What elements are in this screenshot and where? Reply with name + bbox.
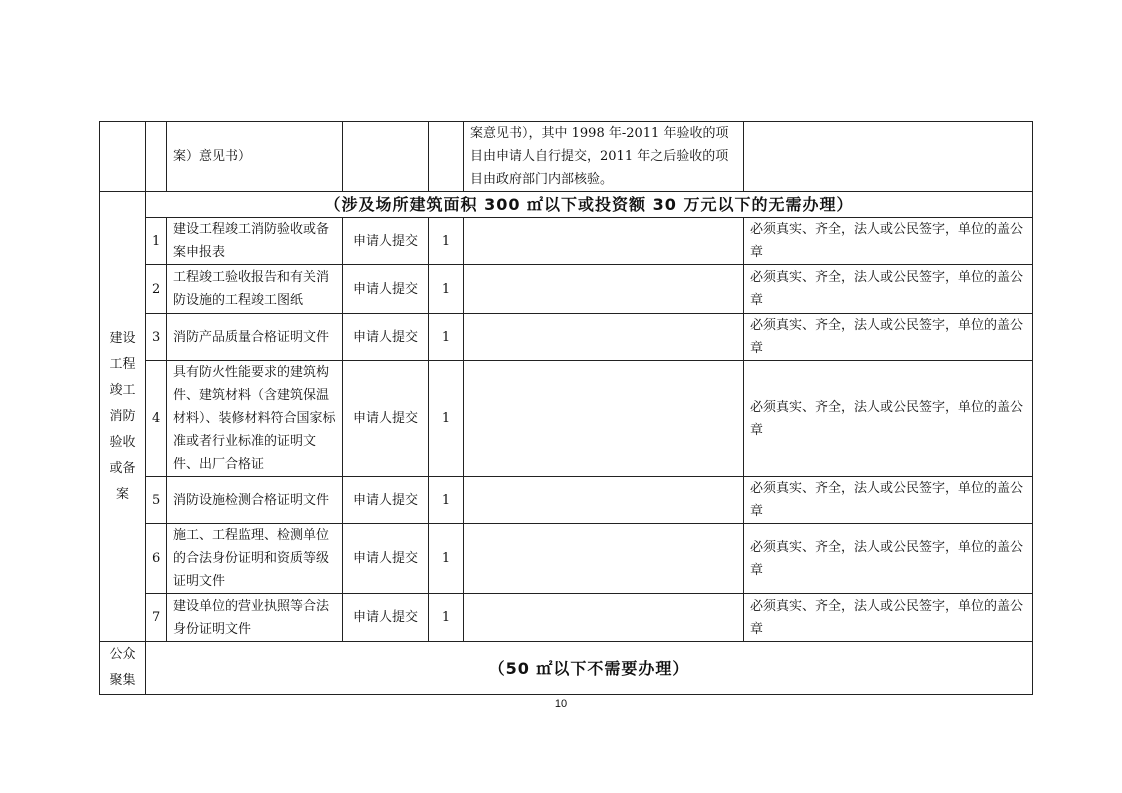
count-cell-continued [429, 122, 464, 192]
table-row [100, 265, 1033, 314]
item-count: 1 [429, 477, 464, 524]
item-requirement: 必须真实、齐全，法人或公民签字，单位的盖公章 [744, 594, 1033, 642]
item-submit: 申请人提交 [343, 477, 429, 524]
item-submit: 申请人提交 [343, 524, 429, 594]
item-requirement: 必须真实、齐全，法人或公民签字，单位的盖公章 [744, 361, 1033, 477]
number-cell-continued [146, 122, 167, 192]
item-requirement: 必须真实、齐全，法人或公民签字，单位的盖公章 [744, 477, 1033, 524]
item-submit: 申请人提交 [343, 265, 429, 314]
item-remark [464, 265, 744, 314]
item-count: 1 [429, 361, 464, 477]
item-remark [464, 594, 744, 642]
table-row [100, 477, 1033, 524]
page-number: 10 [554, 698, 568, 710]
submit-cell-continued [343, 122, 429, 192]
item-requirement: 必须真实、齐全，法人或公民签字，单位的盖公章 [744, 265, 1033, 314]
item-number: 2 [146, 265, 167, 314]
item-remark [464, 314, 744, 361]
item-requirement: 必须真实、齐全，法人或公民签字，单位的盖公章 [744, 524, 1033, 594]
remark-cell-continued: 案意见书），其中 1998 年-2011 年验收的项目由申请人自行提交，2011 年之后验收的项目由政府部门内部核验。 [464, 122, 744, 192]
item-remark [464, 524, 744, 594]
category-label-cell [100, 192, 146, 642]
table-row [100, 361, 1033, 477]
item-number: 7 [146, 594, 167, 642]
section-banner: （涉及场所建筑面积 300 ㎡以下或投资额 30 万元以下的无需办理） [146, 192, 1033, 218]
item-remark [464, 477, 744, 524]
table-row [100, 314, 1033, 361]
section-banner-row [100, 192, 1033, 218]
category-label: 建设工程竣工消防验收或备案 [109, 330, 136, 502]
category-label: 公众聚集 [109, 647, 136, 688]
item-material: 施工、工程监理、检测单位的合法身份证明和资质等级证明文件 [167, 524, 343, 594]
section-banner-row [100, 642, 1033, 695]
item-requirement: 必须真实、齐全，法人或公民签字，单位的盖公章 [744, 218, 1033, 265]
item-submit: 申请人提交 [343, 314, 429, 361]
table-row [100, 594, 1033, 642]
table-row-continued [100, 122, 1033, 192]
category-cell-continued [100, 122, 146, 192]
table-row [100, 218, 1033, 265]
item-submit: 申请人提交 [343, 361, 429, 477]
item-submit: 申请人提交 [343, 594, 429, 642]
item-material: 建设单位的营业执照等合法身份证明文件 [167, 594, 343, 642]
item-count: 1 [429, 265, 464, 314]
item-material: 消防设施检测合格证明文件 [167, 477, 343, 524]
item-number: 1 [146, 218, 167, 265]
item-number: 5 [146, 477, 167, 524]
item-count: 1 [429, 524, 464, 594]
item-material: 工程竣工验收报告和有关消防设施的工程竣工图纸 [167, 265, 343, 314]
section-banner: （50 ㎡以下不需要办理） [146, 642, 1033, 695]
table-row [100, 524, 1033, 594]
item-remark [464, 361, 744, 477]
requirements-table [99, 121, 1033, 695]
item-number: 6 [146, 524, 167, 594]
item-material: 具有防火性能要求的建筑构件、建筑材料（含建筑保温材料）、装修材料符合国家标准或者行业标准的证明文件、出厂合格证 [167, 361, 343, 477]
requirement-cell-continued [744, 122, 1033, 192]
item-material: 建设工程竣工消防验收或备案申报表 [167, 218, 343, 265]
item-count: 1 [429, 594, 464, 642]
category-label-cell [100, 642, 146, 695]
item-requirement: 必须真实、齐全，法人或公民签字，单位的盖公章 [744, 314, 1033, 361]
material-cell-continued: 案）意见书） [167, 122, 343, 192]
item-number: 3 [146, 314, 167, 361]
item-count: 1 [429, 218, 464, 265]
item-count: 1 [429, 314, 464, 361]
item-number: 4 [146, 361, 167, 477]
item-submit: 申请人提交 [343, 218, 429, 265]
item-material: 消防产品质量合格证明文件 [167, 314, 343, 361]
item-remark [464, 218, 744, 265]
